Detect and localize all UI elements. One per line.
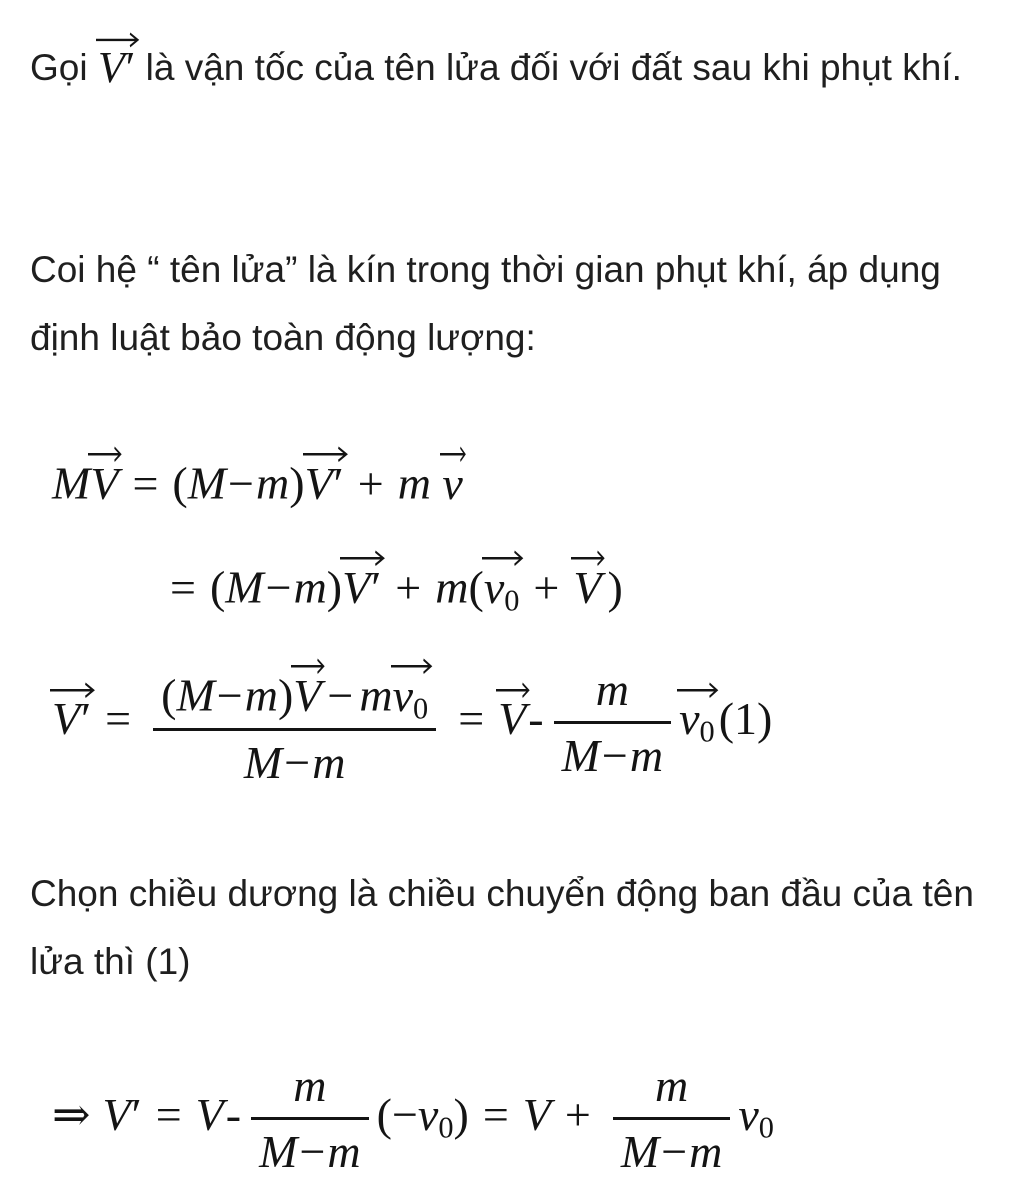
vector-V: V xyxy=(90,446,118,507)
equation-label-1: (1) xyxy=(718,693,773,745)
vector-v0: $v_0$ xyxy=(679,682,715,748)
fraction-main: (M−m) V − m $v_0$ M−m xyxy=(153,658,436,790)
paragraph-closed-system: Coi hệ “ tên lửa” là kín trong thời gian phụt khí, áp dụng định luật bảo toàn động lượng: xyxy=(30,249,941,358)
vector-V-prime: V′ xyxy=(305,446,344,507)
vector-v0: $v_0$ xyxy=(484,550,520,616)
fraction-mass-ratio: $\frac{m}{M-m}$ xyxy=(554,664,672,783)
equation-momentum-conservation: M V = (M−m) V′ + m v xyxy=(52,446,463,507)
vector-V: V xyxy=(573,550,601,611)
equation-solve-v-prime: V′ = (M−m) V − m $v_0$ M−m = V- $\frac{m}{M-m}$ $v_0(1)$ xyxy=(52,658,772,790)
vector-V: V xyxy=(498,682,526,743)
vector-V-prime: V′ xyxy=(342,550,381,611)
fraction-mass-ratio: $\frac{m}{M-m}$ xyxy=(613,1060,731,1179)
inline-vector-v-prime: V′ xyxy=(98,43,136,92)
equation-scalar-result: ⇒ V′ = V- $\frac{m}{M-m}$ $(-v_0) = V$ + $\frac{m}{M-m}$ $v_0$ xyxy=(52,1060,774,1177)
p1-text-after: là vận tốc của tên lửa đối với đất sau khi phụt khí. xyxy=(145,47,962,89)
paragraph-define-v-prime xyxy=(30,32,1000,102)
equation-substitution: = (M−m) V′ + m( $v_0$ + V ) xyxy=(168,550,623,616)
vector-V-prime: V′ xyxy=(52,682,91,743)
paragraph-choose-direction: Chọn chiều dương là chiều chuyển động ban đầu của tên lửa thì (1) xyxy=(30,873,974,982)
vector-v: v xyxy=(442,446,462,507)
p1-text-before: Gọi xyxy=(30,47,88,89)
fraction-mass-ratio: $\frac{m}{M-m}$ xyxy=(251,1060,369,1179)
